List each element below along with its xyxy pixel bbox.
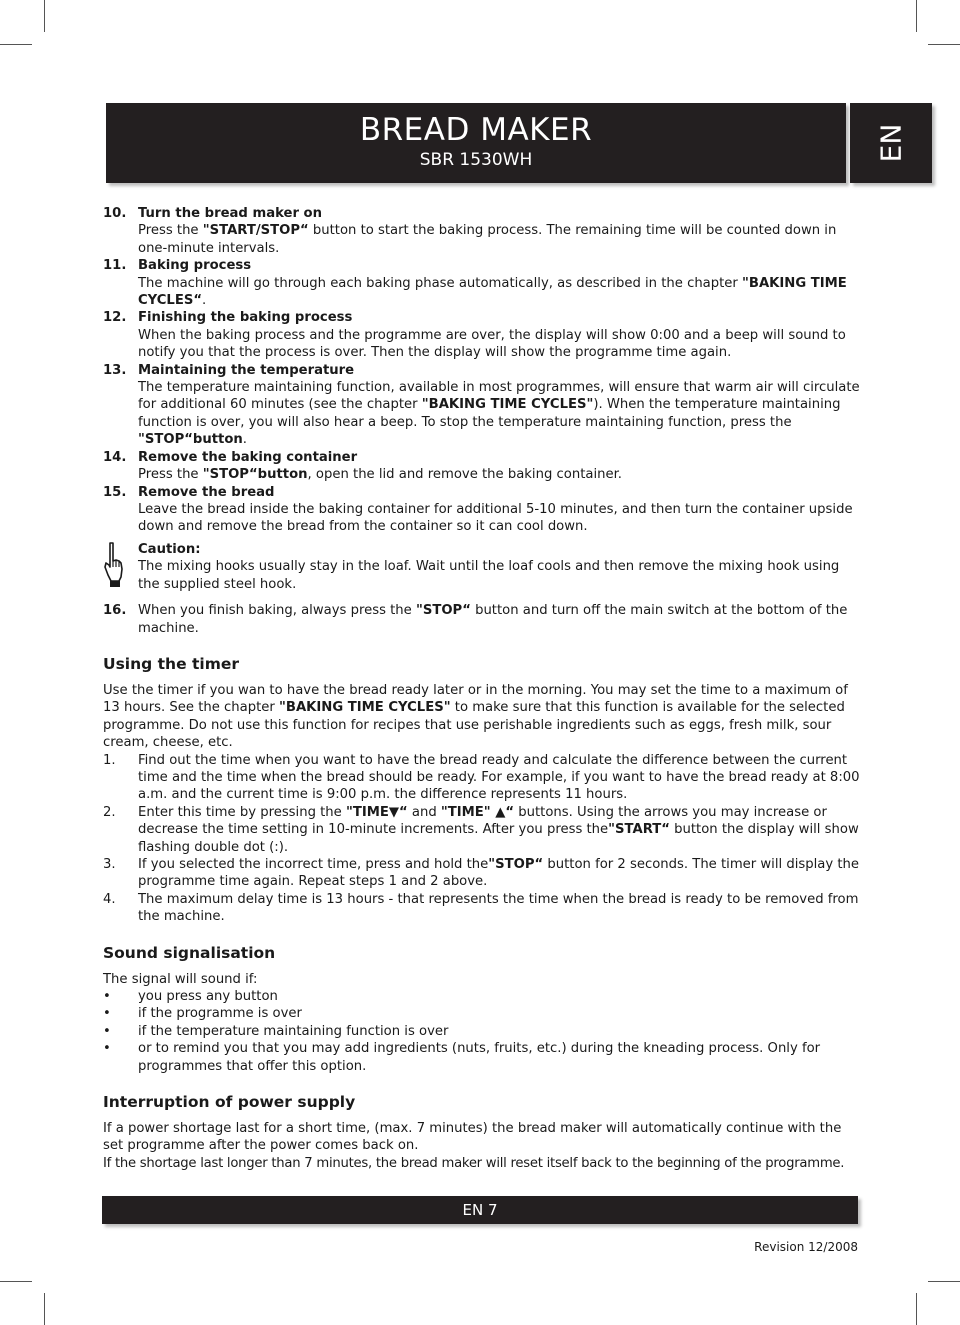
crop-mark bbox=[916, 1293, 917, 1325]
bullet-icon: • bbox=[103, 1041, 111, 1057]
crop-mark bbox=[0, 1281, 32, 1282]
model-number: SBR 1530WH bbox=[419, 150, 533, 170]
section-heading-timer: Using the timer bbox=[103, 654, 240, 673]
crop-mark bbox=[928, 1281, 960, 1282]
bullet-icon: • bbox=[103, 989, 111, 1005]
step-14: 14. Remove the baking container Press the "STOP“button, open the lid and remove the baking container. bbox=[103, 449, 860, 484]
step-heading: Turn the bread maker on bbox=[138, 206, 323, 221]
section-heading-power: Interruption of power supply bbox=[103, 1093, 356, 1112]
crop-mark bbox=[928, 44, 960, 45]
crop-mark bbox=[44, 0, 45, 32]
bullet-icon: • bbox=[103, 1006, 111, 1022]
step-text: Press the "START/STOP“ button to start the baking process. The remaining time will be counted down in one-minute intervals. bbox=[138, 223, 837, 256]
power-paragraph-2: If the shortage last longer than 7 minutes, the bread maker will reset itself back to the beginning of the programme. bbox=[103, 1155, 845, 1171]
page-title: BREAD MAKER bbox=[359, 112, 593, 148]
crop-mark bbox=[0, 44, 32, 45]
list-item: • if the temperature maintaining function is over bbox=[103, 1023, 449, 1039]
crop-mark bbox=[44, 1293, 45, 1325]
step-16: 16. When you finish baking, always press the "STOP“ button and turn off the main switch at the bottom of the machine. bbox=[103, 602, 860, 637]
language-label: EN bbox=[874, 123, 908, 163]
page-header bbox=[106, 103, 846, 183]
page-number-bar bbox=[102, 1196, 858, 1224]
step-text: Press the "STOP“button, open the lid and remove the baking container. bbox=[138, 467, 622, 483]
sound-intro: The signal will sound if: bbox=[103, 971, 258, 987]
list-item: • if the programme is over bbox=[103, 1006, 302, 1022]
crop-mark bbox=[916, 0, 917, 32]
revision-label: Revision 12/2008 bbox=[754, 1240, 858, 1254]
pointing-hand-icon bbox=[103, 541, 125, 589]
step-15: 15. Remove the bread Leave the bread inside the baking container for additional 5-10 minutes, and then turn the container upside down and remove the bread from the container so it can cool down. bbox=[103, 484, 860, 536]
step-13: 13. Maintaining the temperature The temperature maintaining function, available in most programmes, will ensure that warm air will circulate for additional 60 minutes (see the chapter "BAKING TIME CYCLES"). When the temperature maintaining function is over, you will also hear a beep. To stop the temperature maintaining function, press the "STOP“button. bbox=[103, 362, 860, 448]
step-text: When you finish baking, always press the "STOP“ button and turn off the main switch at the bottom of the machine. bbox=[138, 603, 848, 636]
step-heading: Remove the baking container bbox=[138, 449, 358, 465]
step-text: Leave the bread inside the baking container for additional 5-10 minutes, and then turn the container upside down and remove the bread from the container so it can cool down. bbox=[138, 501, 853, 535]
language-tab bbox=[850, 103, 932, 183]
caution-note bbox=[103, 541, 860, 594]
timer-step-4: 4. The maximum delay time is 13 hours - that represents the time when the bread is ready to be removed from the machine. bbox=[103, 891, 859, 925]
list-item: • you press any button bbox=[103, 989, 278, 1005]
caution-heading: Caution: bbox=[138, 541, 201, 557]
step-11: 11. Baking process The machine will go through each baking phase automatically, as described in the chapter "BAKING TIME CYCLES“. bbox=[103, 257, 860, 309]
step-heading: Baking process bbox=[138, 258, 252, 274]
power-paragraph-1: If a power shortage last for a short time, (max. 7 minutes) the bread maker will automatically continue with the set programme after the power comes back on. bbox=[103, 1121, 842, 1154]
bullet-icon: • bbox=[103, 1023, 111, 1039]
page-content bbox=[103, 205, 860, 1172]
step-text: The temperature maintaining function, available in most programmes, will ensure that warm air will circulate for additional 60 minutes (see the chapter "BAKING TIME CYCLES"). When the temperature maintaining function is over, you will also hear a beep. To stop the temperature maintaining function, press the "STOP“button. bbox=[138, 380, 860, 448]
step-text: The machine will go through each baking phase automatically, as described in the chapter "BAKING TIME CYCLES“. bbox=[138, 275, 847, 309]
timer-intro: Use the timer if you wan to have the bread ready later or in the morning. You may set the time to a maximum of 13 hours. See the chapter "BAKING TIME CYCLES" to make sure that this function is available for the selected programme. Do not use this function for recipes that use perishable ingredients such as eggs, fresh milk, sour cream, cheese, etc. bbox=[103, 682, 848, 751]
timer-step-3: 3. If you selected the incorrect time, press and hold the"STOP“ button for 2 seconds. The timer will display the programme time again. Repeat steps 1 and 2 above. bbox=[103, 857, 860, 890]
section-heading-sound: Sound signalisation bbox=[103, 943, 276, 962]
step-heading: Finishing the baking process bbox=[138, 310, 353, 326]
step-text: When the baking process and the programme are over, the display will show 0:00 and a beep will sound to notify you that the process is over. Then the display will show the programme time again. bbox=[138, 327, 846, 361]
caution-text: The mixing hooks usually stay in the loaf. Wait until the loaf cools and then remove the mixing hook using the supplied steel hook. bbox=[138, 559, 840, 592]
page-number: EN 7 bbox=[462, 1201, 498, 1219]
list-item: • or to remind you that you may add ingredients (nuts, fruits, etc.) during the kneading process. Only for programmes that offer this option. bbox=[103, 1041, 821, 1074]
timer-step-2: 2. Enter this time by pressing the "TIME▼“ and "TIME" ▲“ buttons. Using the arrows you may increase or decrease the time setting in 10-minute increments. After you press the"START“ button the display will show flashing double dot (:). bbox=[103, 804, 859, 855]
step-10: 10. Turn the bread maker on Press the "START/STOP“ button to start the baking process. The remaining time will be counted down in one-minute intervals. bbox=[103, 205, 860, 257]
step-heading: Remove the bread bbox=[138, 484, 275, 500]
step-heading: Maintaining the temperature bbox=[138, 362, 355, 378]
step-12: 12. Finishing the baking process When the baking process and the programme are over, the display will show 0:00 and a beep will sound to notify you that the process is over. Then the display will show the programme time again. bbox=[103, 309, 860, 361]
timer-step-1: 1. Find out the time when you want to have the bread ready and calculate the difference between the current time and the time when the bread should be ready. For example, if you want to have the bread ready at 8:00 a.m. and the current time is 9:00 p.m. the difference represents 11 hours. bbox=[103, 752, 860, 803]
